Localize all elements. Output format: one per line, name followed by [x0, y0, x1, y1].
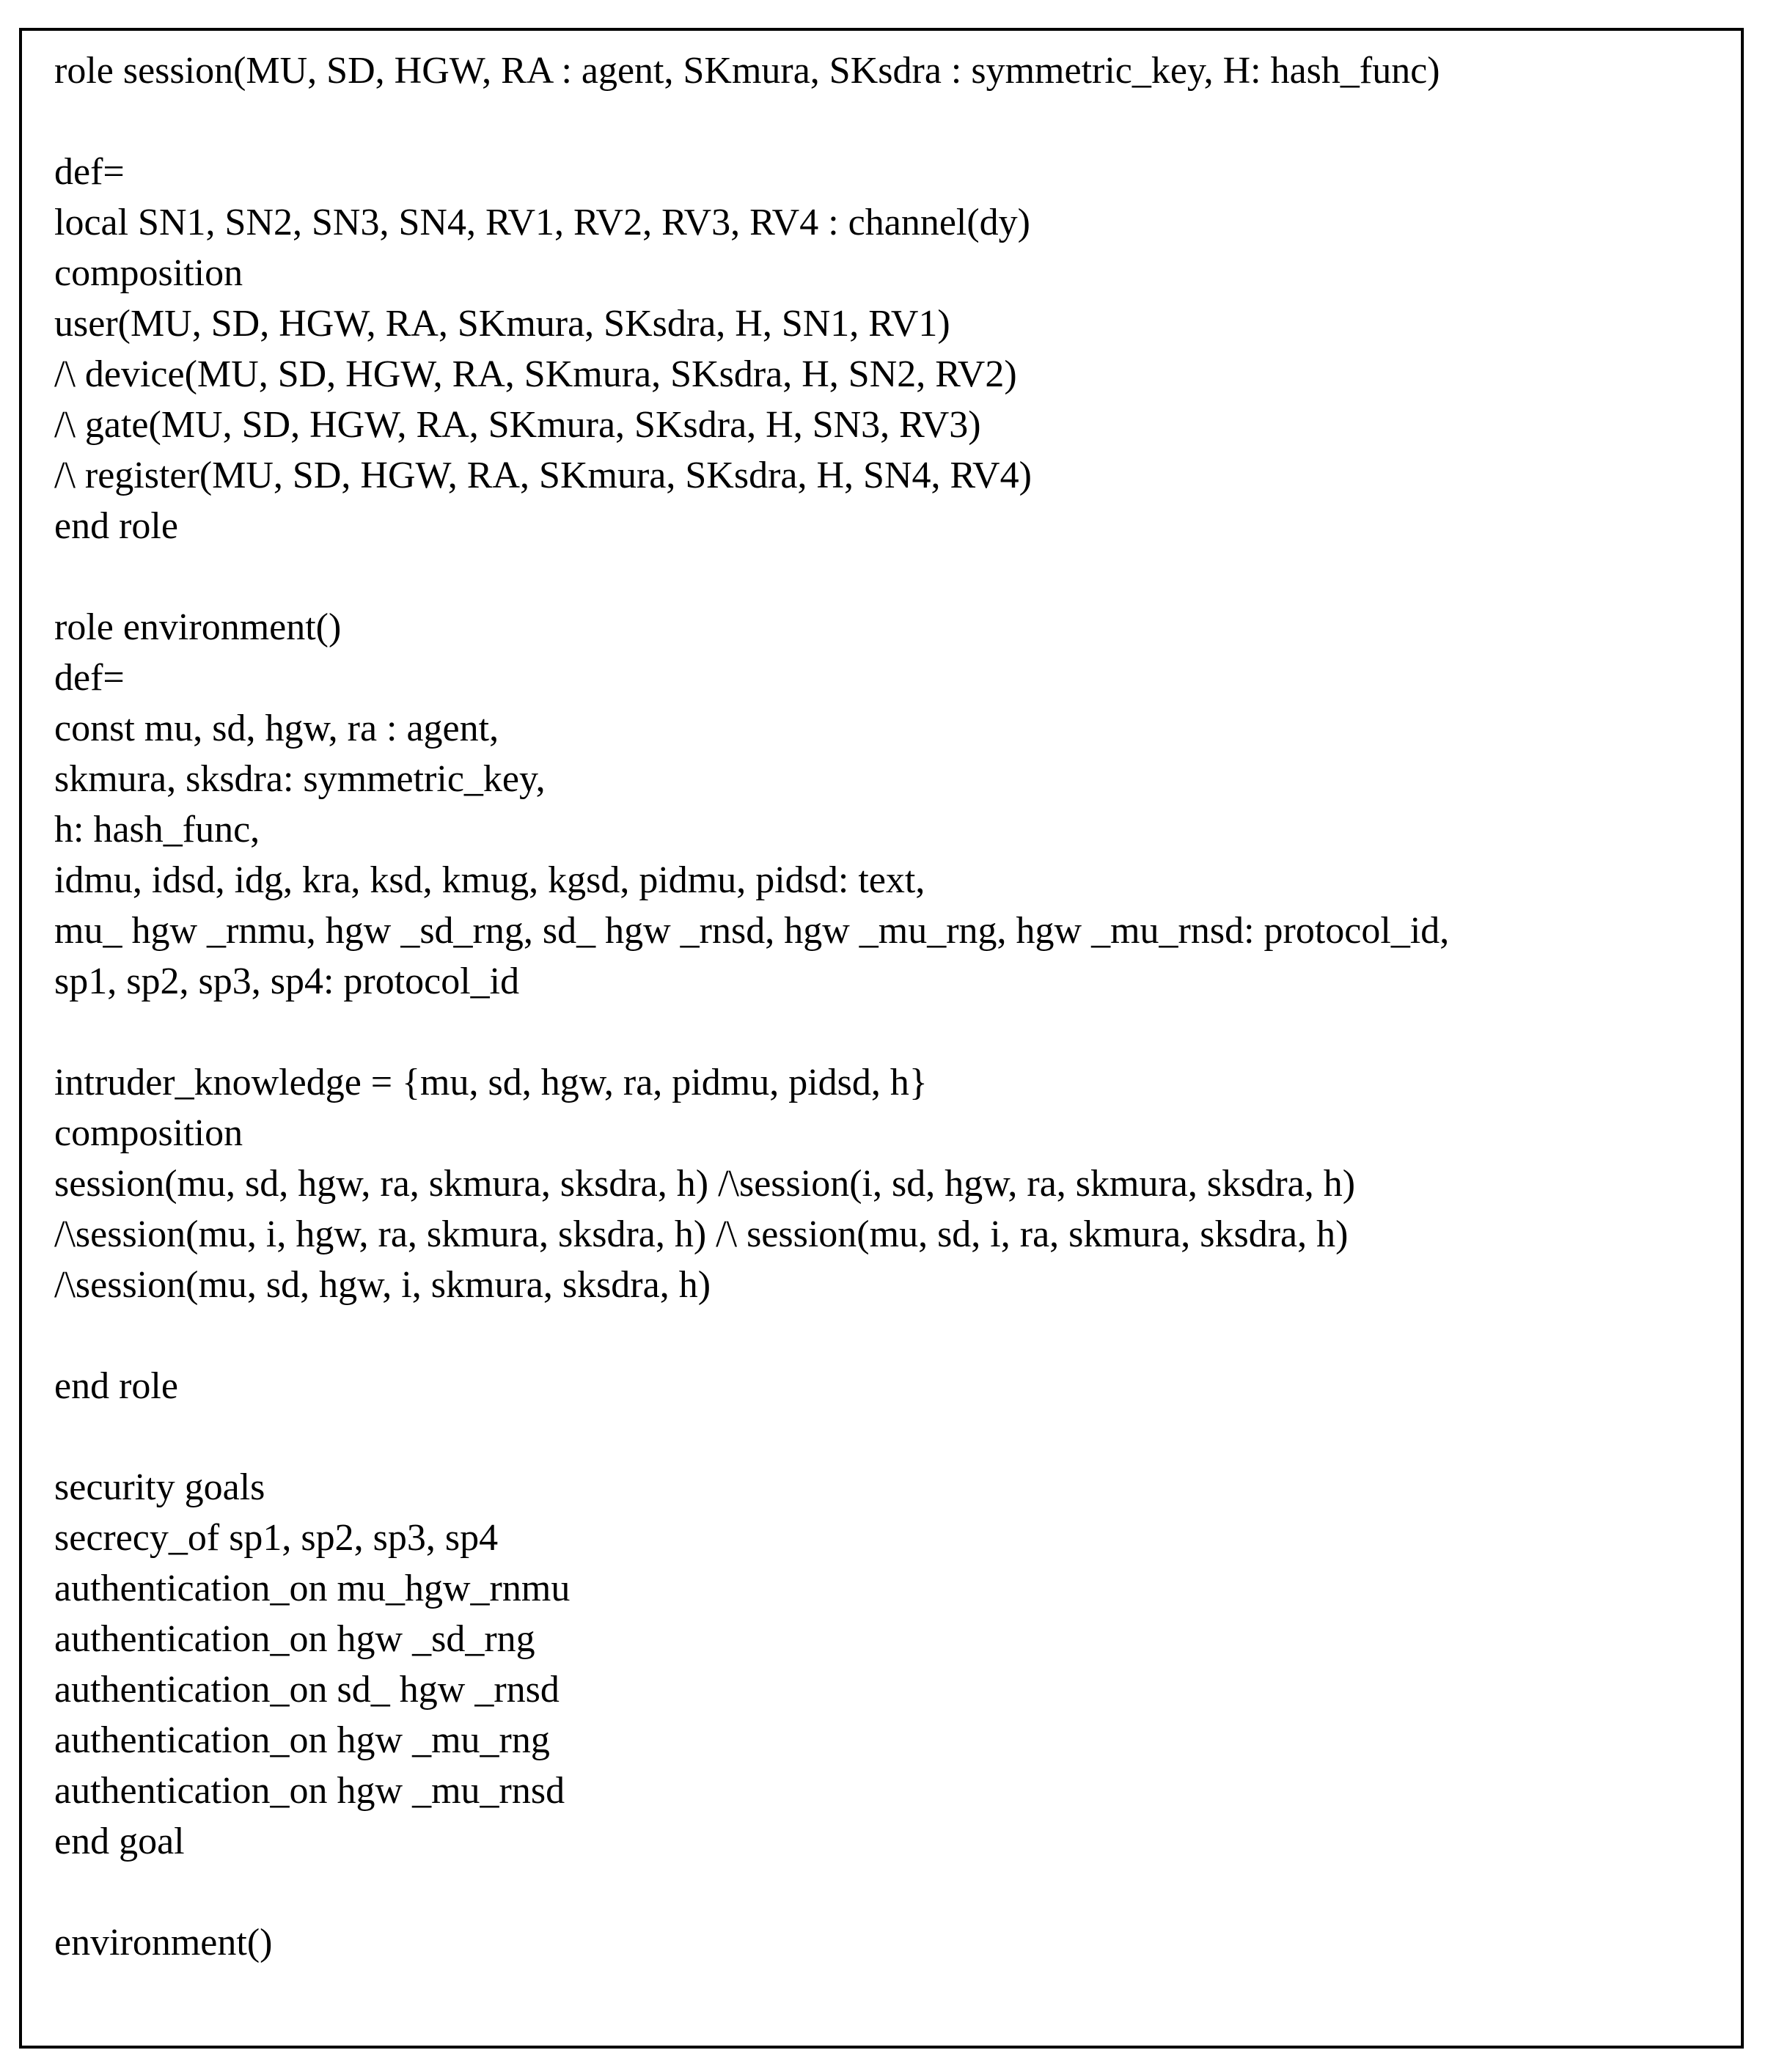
blank-line [54, 1411, 1719, 1462]
code-line: /\ register(MU, SD, HGW, RA, SKmura, SKsdra, H, SN4, RV4) [54, 455, 1032, 496]
code-line: authentication_on hgw _mu_rng [54, 1719, 550, 1761]
code-line: mu_ hgw _rnmu, hgw _sd_rng, sd_ hgw _rnsd, hgw _mu_rng, hgw _mu_rnsd: protocol_id, [54, 910, 1450, 952]
code-line: authentication_on sd_ hgw _rnsd [54, 1669, 560, 1711]
blank-line [54, 1310, 1719, 1361]
code-line: authentication_on hgw _sd_rng [54, 1618, 535, 1660]
code-line: /\ device(MU, SD, HGW, RA, SKmura, SKsdra, H, SN2, RV2) [54, 353, 1017, 395]
code-line: def= [54, 657, 125, 699]
code-line: composition [54, 1112, 243, 1154]
blank-line [54, 551, 1719, 602]
document-frame [19, 28, 1744, 2049]
code-line: security goals [54, 1466, 265, 1508]
code-line: /\session(mu, sd, hgw, i, skmura, sksdra, h) [54, 1264, 711, 1306]
code-line: session(mu, sd, hgw, ra, skmura, sksdra, h) /\session(i, sd, hgw, ra, skmura, sksdra, h) [54, 1163, 1356, 1205]
code-line: sp1, sp2, sp3, sp4: protocol_id [54, 960, 520, 1002]
code-line: idmu, idsd, idg, kra, ksd, kmug, kgsd, pidmu, pidsd: text, [54, 859, 925, 901]
code-line: secrecy_of sp1, sp2, sp3, sp4 [54, 1517, 499, 1559]
code-line: /\ gate(MU, SD, HGW, RA, SKmura, SKsdra, H, SN3, RV3) [54, 404, 981, 446]
code-line: h: hash_func, [54, 809, 260, 851]
code-line: skmura, sksdra: symmetric_key, [54, 758, 546, 800]
blank-line [54, 1867, 1719, 1917]
code-listing [54, 45, 1719, 1968]
code-line: /\session(mu, i, hgw, ra, skmura, sksdra, h) /\ session(mu, sd, i, ra, skmura, sksdra, h) [54, 1213, 1349, 1255]
code-line: environment() [54, 1922, 273, 1963]
code-line: const mu, sd, hgw, ra : agent, [54, 708, 499, 749]
code-line: end role [54, 1365, 178, 1407]
code-line: authentication_on hgw _mu_rnsd [54, 1770, 565, 1812]
blank-line [54, 1007, 1719, 1057]
code-line: role session(MU, SD, HGW, RA : agent, SKmura, SKsdra : symmetric_key, H: hash_func) [54, 50, 1440, 92]
code-line: authentication_on mu_hgw_rnmu [54, 1568, 571, 1609]
code-line: role environment() [54, 606, 342, 648]
code-line: intruder_knowledge = {mu, sd, hgw, ra, pidmu, pidsd, h} [54, 1062, 928, 1103]
code-line: def= [54, 151, 125, 193]
blank-line [54, 96, 1719, 147]
code-line: end goal [54, 1821, 185, 1862]
code-line: user(MU, SD, HGW, RA, SKmura, SKsdra, H, SN1, RV1) [54, 303, 950, 345]
code-line: composition [54, 252, 243, 294]
code-line: end role [54, 505, 178, 547]
code-line: local SN1, SN2, SN3, SN4, RV1, RV2, RV3, RV4 : channel(dy) [54, 202, 1031, 243]
